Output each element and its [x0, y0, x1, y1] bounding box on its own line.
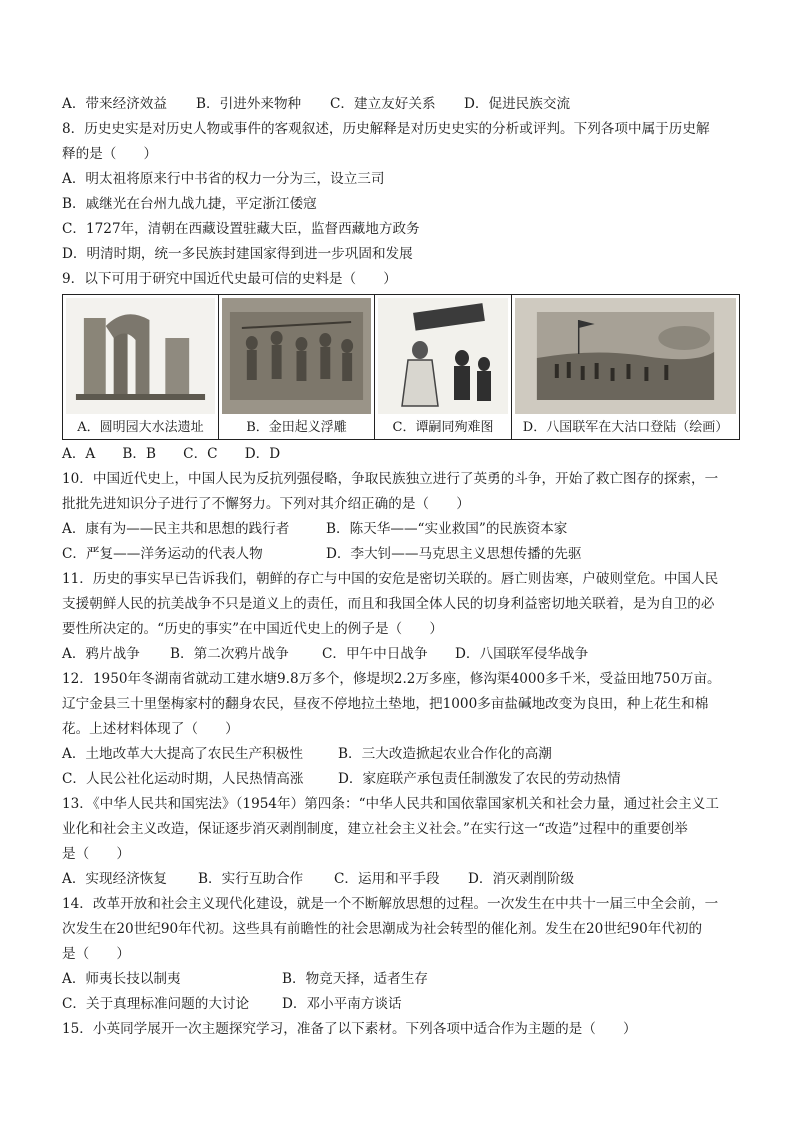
q13-option-b: B．实行互助合作 [198, 871, 304, 887]
question-stem: 辽宁金县三十里堡梅家村的翻身农民，昼夜不停地拉土垫地，把1000多亩盐碱地改变为良田，种上花生和棉 [62, 696, 709, 712]
question-stem: 12．1950年冬湖南省就动工建水塘9.8万多个，修堤坝2.2万多座，修沟渠4000多千米，受益田地750万亩。 [62, 671, 721, 687]
ruins-photo [66, 298, 215, 414]
question-stem: 14．改革开放和社会主义现代化建设，就是一个不断解放思想的过程。一次发生在中共十一届三中全会前，一 [62, 896, 719, 912]
q10-option-c: C．严复——洋务运动的代表人物 [62, 546, 263, 562]
q8-option-b: B．戚继光在台州九战九捷，平定浙江倭寇 [62, 196, 317, 212]
image-cell-c [375, 295, 512, 440]
q12-option-a: A．土地改革大大提高了农民生产积极性 [62, 746, 303, 762]
q13-option-a: A．实现经济恢复 [62, 871, 167, 887]
question-8 [62, 117, 742, 267]
q12-option-c: C．人民公社化运动时期，人民热情高涨 [62, 771, 304, 787]
landing-painting [515, 298, 736, 414]
q14-option-d: D．邓小平南方谈话 [282, 996, 402, 1012]
caption-a: A．圆明园大水法遗址 [77, 420, 204, 435]
question-stem: 10．中国近代史上，中国人民为反抗列强侵略，争取民族独立进行了英勇的斗争，开始了救亡图存的探索，一 [62, 471, 719, 487]
q10-option-d: D．李大钊——马克思主义思想传播的先驱 [326, 546, 582, 562]
q13-option-d: D．消灭剥削阶级 [468, 871, 575, 887]
q9-answer-options: A．A B．B C．C D．D [62, 446, 281, 462]
q10-option-b: B．陈天华——“实业救国”的民族资本家 [326, 521, 568, 537]
q11-option-d: D．八国联军侵华战争 [455, 646, 589, 662]
q14-option-c: C．关于真理标准问题的大讨论 [62, 996, 250, 1012]
question-stem: 15．小英同学展开一次主题探究学习，准备了以下素材。下列各项中适合作为主题的是（ ） [62, 1021, 637, 1037]
q14-option-b: B．物竞天择，适者生存 [282, 971, 428, 987]
question-stem: 业化和社会主义改造，保证逐步消灭剥削制度，建立社会主义社会。”在实行这一“改造”过程中的重要创举 [62, 821, 688, 837]
q7-option-b: B．引进外来物种 [196, 96, 302, 112]
relief-sculpture-photo [222, 298, 371, 414]
q8-option-d: D．明清时期，统一多民族封建国家得到进一步巩固和发展 [62, 246, 413, 262]
question-stem: 花。上述材料体现了（ ） [62, 721, 239, 737]
q8-option-a: A．明太祖将原来行中书省的权力一分为三，设立三司 [62, 171, 385, 187]
question-stem: 是（ ） [62, 946, 130, 962]
q7-options [62, 92, 742, 117]
question-9 [62, 267, 742, 467]
caption-b: B．金田起义浮雕 [246, 420, 347, 435]
q13-option-c: C．运用和平手段 [334, 871, 440, 887]
q7-option-d: D．促进民族交流 [464, 96, 571, 112]
caption-d: D．八国联军在大沽口登陆（绘画） [522, 420, 729, 435]
question-stem: 13．《中华人民共和国宪法》（1954年）第四条：“中华人民共和国依靠国家机关和社会力量，通过社会主义工 [62, 796, 719, 812]
q11-option-c: C．甲午中日战争 [322, 646, 428, 662]
question-stem: 支援朝鲜人民的抗美战争不只是道义上的责任，而且和我国全体人民的切身利益密切地关联着，是为自卫的必 [62, 596, 715, 612]
question-10 [62, 467, 742, 567]
question-13 [62, 792, 742, 892]
q10-option-a: A．康有为——民主共和思想的践行者 [62, 521, 290, 537]
question-12 [62, 667, 742, 792]
question-stem: 释的是（ ） [62, 146, 158, 162]
question-14 [62, 892, 742, 1017]
source-images-table [62, 294, 740, 440]
image-cell-b [219, 295, 375, 440]
question-stem: 8．历史史实是对历史人物或事件的客观叙述，历史解释是对历史史实的分析或评判。下列各项中属于历史解 [62, 121, 710, 137]
question-stem: 要性所决定的。“历史的事实”在中国近代史上的例子是（ ） [62, 621, 443, 637]
q14-option-a: A．师夷长技以制夷 [62, 971, 181, 987]
q7-option-a: A．带来经济效益 [62, 96, 167, 112]
question-stem: 批批先进知识分子进行了不懈努力。下列对其介绍正确的是（ ） [62, 496, 470, 512]
caption-c: C．谭嗣同殉难图 [392, 420, 494, 435]
question-stem: 9．以下可用于研究中国近代史最可信的史料是（ ） [62, 271, 397, 287]
question-stem: 是（ ） [62, 846, 130, 862]
q12-option-b: B．三大改造掀起农业合作化的高潮 [338, 746, 552, 762]
question-11 [62, 567, 742, 667]
exam-page [62, 92, 742, 1042]
question-stem: 11．历史的事实早已告诉我们，朝鲜的存亡与中国的安危是密切关联的。唇亡则齿寒，户破则堂危。中国人民 [62, 571, 719, 587]
q11-option-a: A．鸦片战争 [62, 646, 140, 662]
question-stem: 次发生在20世纪90年代初。这些具有前瞻性的社会思潮成为社会转型的催化剂。发生在20世纪90年代初的 [62, 921, 703, 937]
q7-option-c: C．建立友好关系 [330, 96, 436, 112]
martyr-painting [378, 298, 508, 414]
q8-option-c: C．1727年，清朝在西藏设置驻藏大臣，监督西藏地方政务 [62, 221, 420, 237]
q11-option-b: B．第二次鸦片战争 [170, 646, 289, 662]
q12-option-d: D．家庭联产承包责任制激发了农民的劳动热情 [338, 771, 621, 787]
image-cell-d [512, 295, 740, 440]
image-cell-a [63, 295, 219, 440]
question-15 [62, 1017, 742, 1042]
